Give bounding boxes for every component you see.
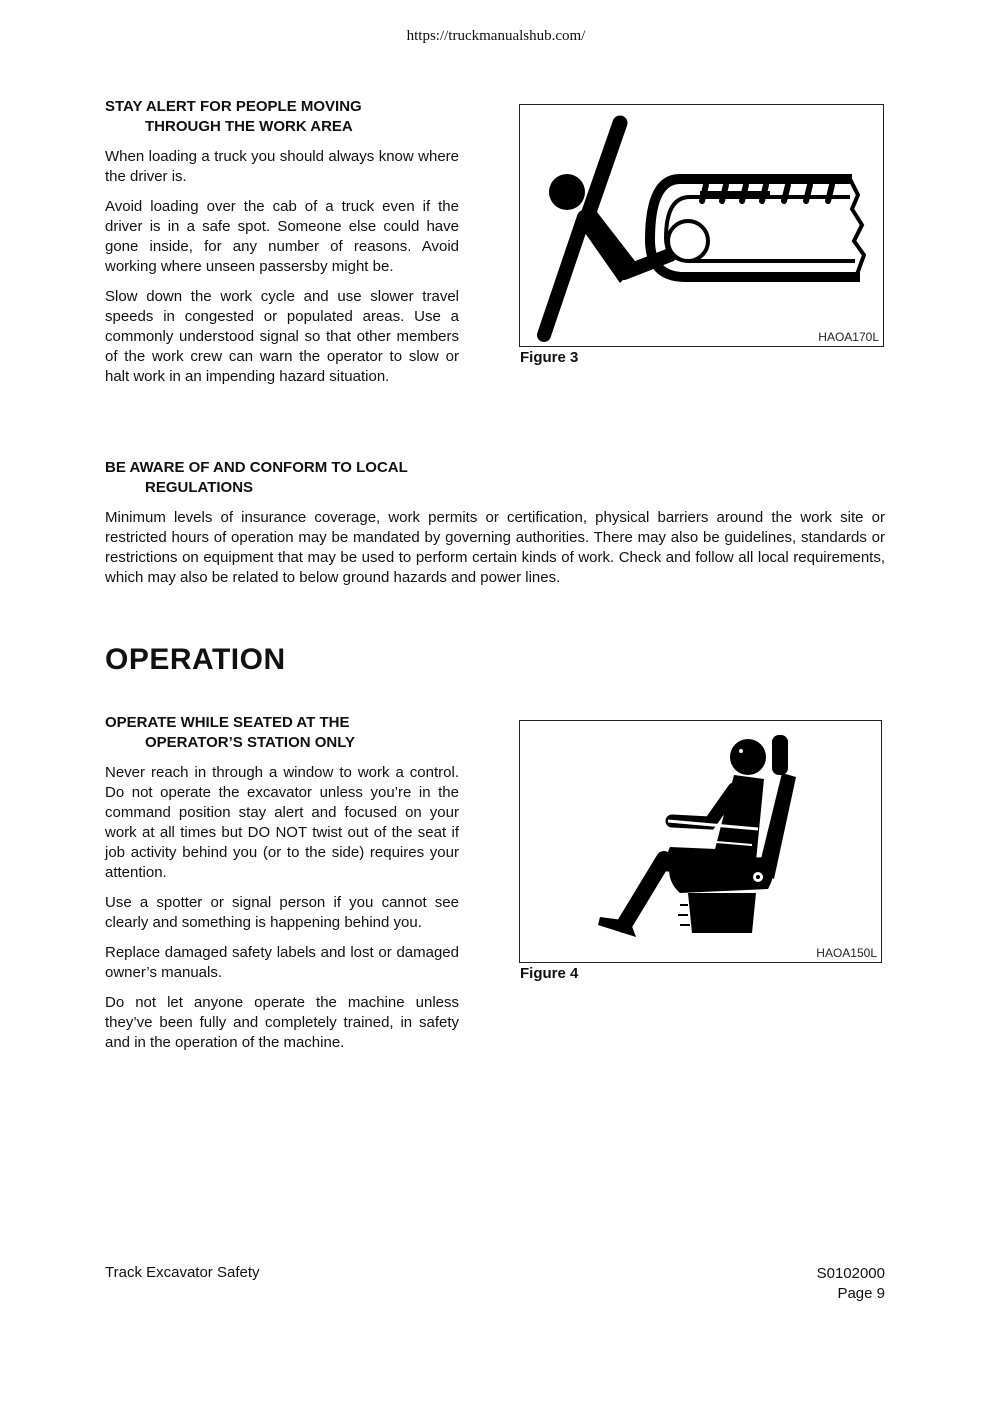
person-crushed-by-track-icon — [520, 105, 883, 346]
section-local-regulations — [105, 458, 885, 588]
source-url: https://truckmanualshub.com/ — [406, 28, 586, 44]
paragraph: Never reach in through a window to work a control. Do not operate the excavator unless you’re in the command position stay alert and focused on your work at all times but DO NOT twist out of the seat if job activity behind you (or to the side) requires your attention. — [105, 764, 459, 881]
footer-page-info — [817, 1264, 885, 1304]
heading-line-2: REGULATIONS — [145, 479, 254, 496]
heading-line-1: OPERATE WHILE SEATED AT THE — [105, 714, 350, 731]
heading-line-1: STAY ALERT FOR PEOPLE MOVING — [105, 98, 362, 115]
paragraph: Avoid loading over the cab of a truck even if the driver is in a safe spot. Someone else could have gone inside, for any number of reasons. Avoid working where unseen passersby might be. — [105, 198, 459, 275]
heading-line-2: THROUGH THE WORK AREA — [145, 118, 353, 135]
section-heading — [105, 458, 885, 498]
seated-operator-icon — [520, 721, 881, 962]
paragraph: Replace damaged safety labels and lost or damaged owner’s manuals. — [105, 944, 459, 981]
figure-3-caption: Figure 3 — [520, 349, 579, 366]
figure-3-box — [519, 104, 884, 347]
figure-4-caption: Figure 4 — [520, 965, 579, 982]
paragraph: When loading a truck you should always know where the driver is. — [105, 148, 459, 185]
paragraph: Use a spotter or signal person if you cannot see clearly and something is happening behind you. — [105, 894, 459, 931]
figure-code: HAOA150L — [816, 946, 877, 960]
footer-page-number: Page 9 — [837, 1285, 885, 1302]
section-heading — [105, 97, 459, 137]
heading-line-2: OPERATOR’S STATION ONLY — [145, 734, 356, 751]
footer-doc-id: S0102000 — [816, 1265, 885, 1282]
paragraph: Minimum levels of insurance coverage, work permits or certification, physical barriers around the work site or restricted hours of operation may be mandated by governing authorities. There may also be guidelines, standards or restrictions on equipment that may be used to perform certain kinds of work. Check and follow all local requirements, which may also be related to below ground hazards and power lines. — [105, 509, 885, 586]
paragraph: Slow down the work cycle and use slower travel speeds in congested or populated areas. Use a commonly understood signal so that other members of the work crew can warn the operator to slow or halt work in an impending hazard situation. — [105, 288, 459, 385]
footer-document-title: Track Excavator Safety — [105, 1264, 260, 1281]
figure-code: HAOA170L — [818, 330, 879, 344]
section-operate-seated — [105, 713, 459, 1053]
paragraph: Do not let anyone operate the machine unless they’ve been fully and completely trained, in safety and in the operation of the machine. — [105, 994, 459, 1051]
section-heading — [105, 713, 459, 753]
figure-4-box — [519, 720, 882, 963]
heading-line-1: BE AWARE OF AND CONFORM TO LOCAL — [105, 459, 408, 476]
section-stay-alert — [105, 97, 459, 387]
section-title-operation: OPERATION — [105, 643, 286, 676]
